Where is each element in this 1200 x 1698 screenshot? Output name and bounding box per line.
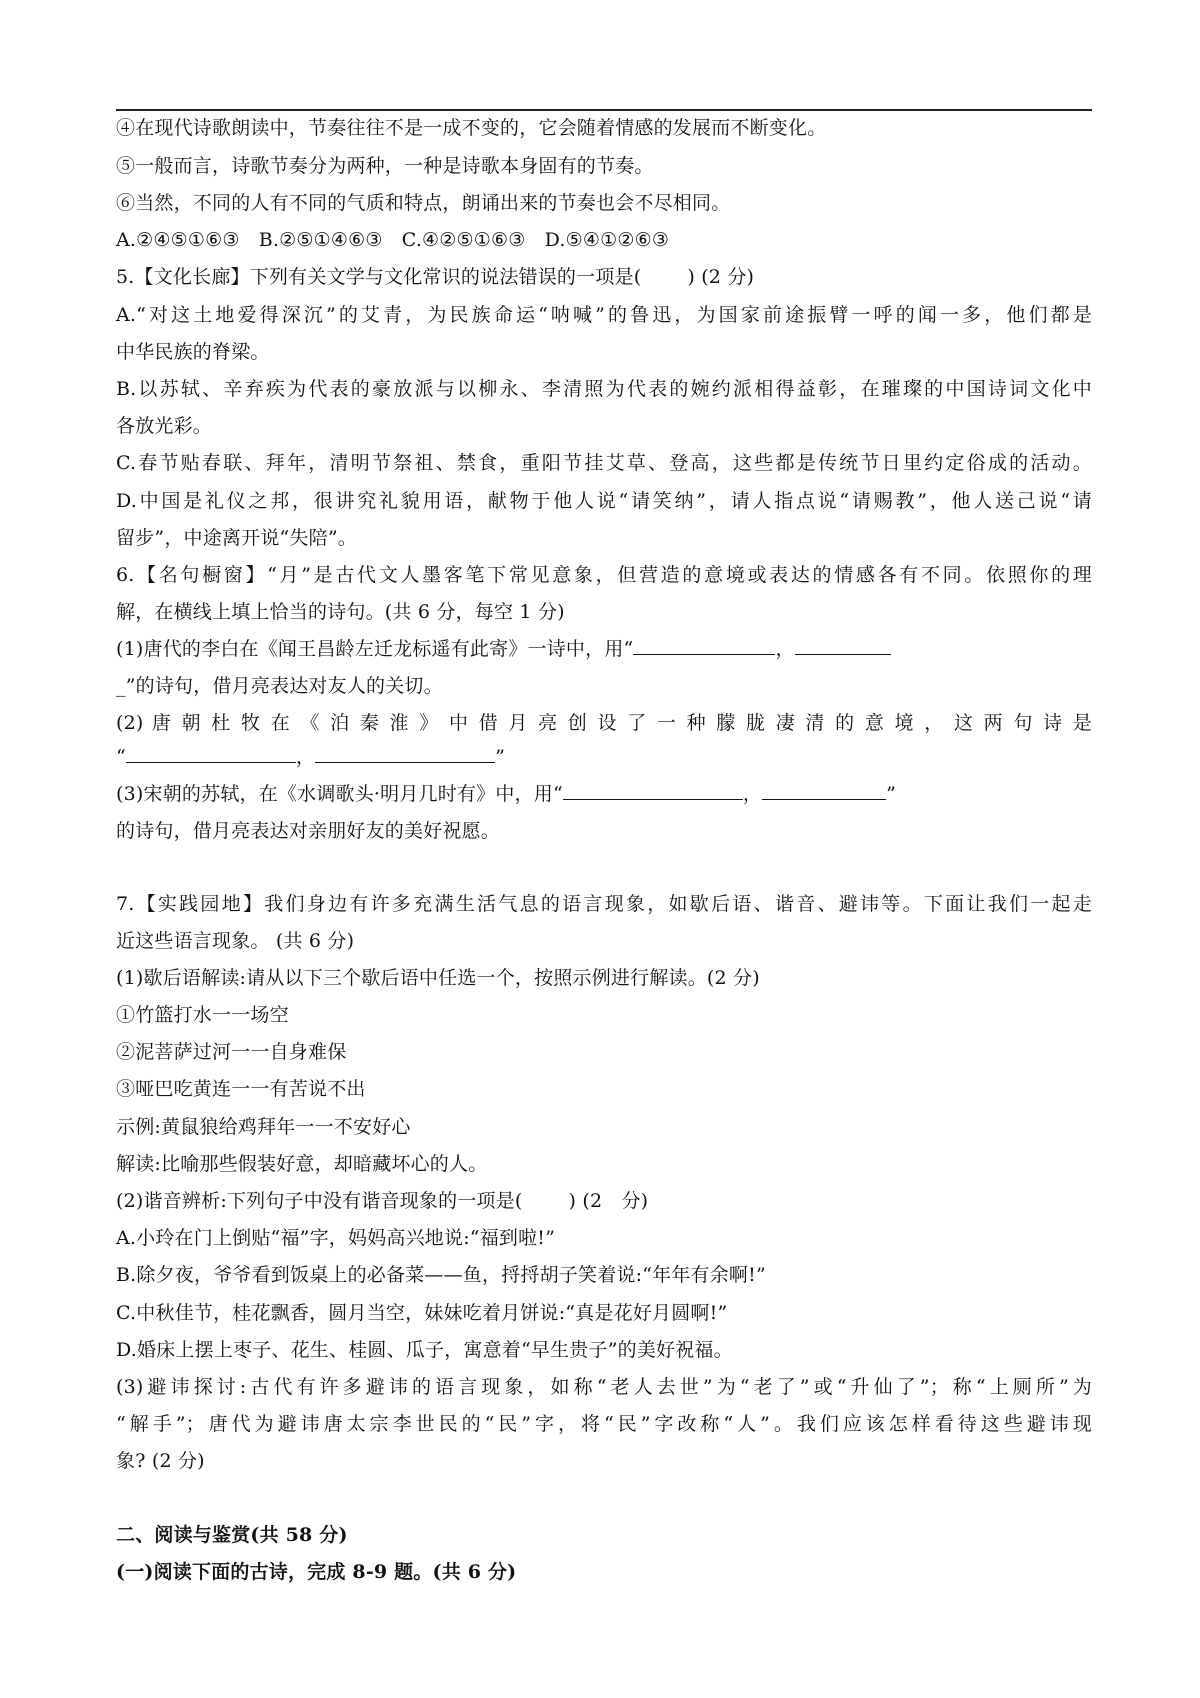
header-rule (116, 109, 1092, 111)
q7-option-a: A.小玲在门上倒贴“福”字，妈妈高兴地说:“福到啦!” (116, 1227, 556, 1249)
q6-part3-tail: 的诗句，借月亮表达对亲朋好友的美好祝愿。 (116, 820, 501, 842)
q6-part1-tail: ”的诗句，借月亮表达对友人的关切。 (125, 675, 443, 697)
q5-option-d-line2: 留步”，中途离开说“失陪”。 (116, 527, 357, 549)
q5-option-d-line1: D.中国是礼仪之邦，很讲究礼貌用语，献物于他人说“请笑纳”，请人指点说“请赐教”，他人送己说“请 (116, 490, 1092, 512)
q7-part3-line1: (3)避讳探讨:古代有许多避讳的语言现象，如称“老人去世”为“老了”或“升仙了”；称“上厕所”为 (116, 1376, 1092, 1398)
comma: ， (295, 746, 316, 768)
q5-option-a-line2: 中华民族的脊梁。 (116, 341, 270, 363)
q6-part3-text: (3)宋朝的苏轼，在《水调歌头·明月几时有》中，用“ (116, 783, 563, 805)
q5-option-a-line1: A.“对这土地爱得深沉”的艾青，为民族命运“呐喊”的鲁迅，为国家前途振臂一呼的闻一多，他们都是 (116, 304, 1092, 326)
close-quote: ” (886, 783, 896, 805)
fill-blank[interactable] (563, 781, 743, 800)
q7-idiom-2: ②泥菩萨过河一一自身难保 (116, 1041, 347, 1063)
section2-subtitle: (一)阅读下面的古诗，完成 8-9 题。(共 6 分) (116, 1561, 517, 1583)
q4-options: A.②④⑤①⑥③ B.②⑤①④⑥③ C.④②⑤①⑥③ D.⑤④①②⑥③ (116, 229, 670, 251)
q7-explanation: 解读:比喻那些假装好意，却暗藏坏心的人。 (116, 1153, 488, 1175)
fill-blank[interactable] (126, 744, 296, 763)
q7-option-c: C.中秋佳节，桂花飘香，圆月当空，妹妹吃着月饼说:“真是花好月圆啊!” (116, 1302, 728, 1324)
q5-stem (116, 264, 754, 290)
comma: ， (742, 783, 763, 805)
section2-title: 二、阅读与鉴赏(共 58 分) (116, 1524, 348, 1546)
q7-idiom-1: ①竹篮打水一一场空 (116, 1004, 289, 1026)
q7-part1: (1)歇后语解读:请从以下三个歇后语中任选一个，按照示例进行解读。(2 分) (116, 967, 760, 989)
q7-stem-line2: 近这些语言现象。 (共 6 分) (116, 930, 355, 952)
q7-part2-text: (2)谐音辨析:下列句子中没有谐音现象的一项是( (116, 1190, 523, 1212)
q4-item-6: ⑥当然，不同的人有不同的气质和特点，朗诵出来的节奏也会不尽相同。 (116, 192, 731, 214)
fill-blank[interactable] (762, 781, 886, 800)
q5-option-b-line2: 各放光彩。 (116, 415, 213, 437)
q7-part2-score: ) (2 分) (568, 1190, 649, 1212)
comma: ， (775, 638, 795, 660)
q6-part2: (2) 唐 朝 杜 牧 在 《 泊 秦 淮 》 中 借 月 亮 创 设 了 一 种 朦 胧 凄 清 的 意 境 ， 这 两 句 诗 是 (116, 712, 1092, 734)
q6-part1 (116, 636, 891, 662)
q6-stem-line1: 6.【名句橱窗】“月”是古代文人墨客笔下常见意象，但营造的意境或表达的情感各有不同。依照你的理 (116, 564, 1092, 586)
q7-option-b: B.除夕夜，爷爷看到饭桌上的必备菜——鱼，捋捋胡子笑着说:“年年有余啊!” (116, 1264, 766, 1286)
q6-stem-line2: 解，在横线上填上恰当的诗句。(共 6 分，每空 1 分) (116, 601, 565, 623)
close-quote: ” (495, 746, 506, 768)
q7-stem-line1: 7.【实践园地】我们身边有许多充满生活气息的语言现象，如歇后语、谐音、避讳等。下面让我们一起走 (116, 893, 1092, 915)
q6-part1-cont (116, 673, 443, 699)
q6-part1-text: (1)唐代的李白在《闻王昌龄左迁龙标遥有此寄》一诗中，用“ (116, 638, 634, 660)
fill-blank[interactable] (315, 744, 495, 763)
q6-part3 (116, 781, 896, 807)
q7-example: 示例:黄鼠狼给鸡拜年一一不安好心 (116, 1116, 411, 1138)
open-quote: “ (116, 746, 126, 768)
fill-blank[interactable] (633, 636, 775, 655)
q5-score: ) (2 分) (687, 266, 755, 288)
q7-part2 (116, 1188, 648, 1214)
q7-option-d: D.婚床上摆上枣子、花生、桂圆、瓜子，寓意着“早生贵子”的美好祝福。 (116, 1339, 733, 1361)
q5-stem-text: 5.【文化长廊】下列有关文学与文化常识的说法错误的一项是( (116, 266, 642, 288)
q7-part3-line2: “解手”；唐代为避讳唐太宗李世民的“民”字，将“民”字改称“人”。我们应该怎样看待这些避讳现 (116, 1413, 1092, 1435)
q4-item-4: ④在现代诗歌朗读中，节奏往往不是一成不变的，它会随着情感的发展而不断变化。 (116, 117, 827, 139)
q5-option-b-line1: B.以苏轼、辛弃疾为代表的豪放派与以柳永、李清照为代表的婉约派相得益彰，在璀璨的中国诗词文化中 (116, 378, 1092, 400)
underscore-lead: _ (116, 675, 126, 697)
q4-item-5: ⑤一般而言，诗歌节奏分为两种，一种是诗歌本身固有的节奏。 (116, 155, 654, 177)
q5-option-c: C.春节贴春联、拜年，清明节祭祖、禁食，重阳节挂艾草、登高，这些都是传统节日里约定俗成的活动。 (116, 452, 1092, 474)
fill-blank[interactable] (795, 636, 891, 655)
q6-part2-blanks (116, 744, 505, 770)
q7-idiom-3: ③哑巴吃黄连一一有苦说不出 (116, 1078, 366, 1100)
q7-part3-line3: 象? (2 分) (116, 1450, 205, 1472)
